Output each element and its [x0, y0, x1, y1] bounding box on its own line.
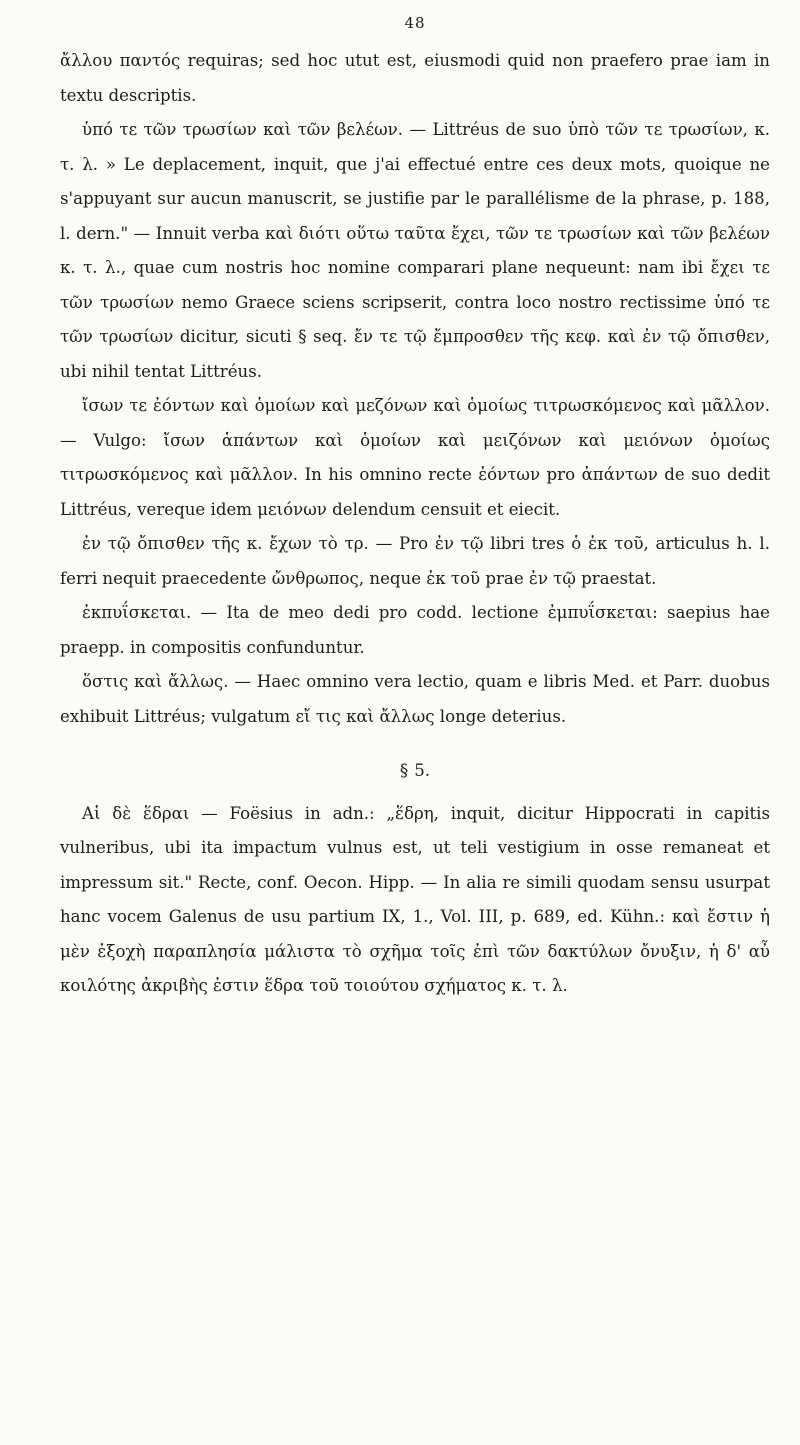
section-number: 5.: [414, 761, 431, 780]
note-ekpyisketai: ἐκπυΐσκεται. — Ita de meo dedi pro codd. lectione ἐμπυΐσκεται: saepius hae praepp. in compositis confunduntur.: [60, 603, 770, 657]
note-en-to-opisthen: ἐν τῷ ὄπισθεν τῆς κ. ἔχων τὸ τρ. — Pro ἐν τῷ libri tres ὁ ἐκ τοῦ, articulus h. l. ferri nequit praecedente ὤνθρωπος, neque ἐκ τοῦ prae ἐν τῷ praestat.: [60, 534, 770, 588]
note-hypo-trosion: ὑπό τε τῶν τρωσίων καὶ τῶν βελέων. — Littréus de suo ὑπὸ τῶν τε τρωσίων, κ. τ. λ. » Le deplacement, inquit, que j'ai effectué entre ces deux mots, quoique ne s'appuyant sur aucun manuscrit, se justifie par le parallélisme de la phrase, p. 188, l. dern." — Innuit verba καὶ διότι οὕτω ταῦτα ἔχει, τῶν τε τρωσίων καὶ τῶν βελέων κ. τ. λ., quae cum nostris hoc nomine comparari plane nequeunt: nam ibi ἔχει τε τῶν τρωσίων nemo Graece sciens scripserit, contra loco nostro rectissime ὑπό τε τῶν τρωσίων dicitur, sicuti § seq. ἔν τε τῷ ἔμπροσθεν τῆς κεφ. καὶ ἐν τῷ ὄπισθεν, ubi nihil tentat Littréus.: [60, 120, 770, 381]
note-ison-eonton: ἴσων τε ἐόντων καὶ ὁμοίων καὶ μεζόνων καὶ ὁμοίως τιτρωσκόμενος καὶ μᾶλλον. — Vulgo: ἴσων ἁπάντων καὶ ὁμοίων καὶ μειζόνων καὶ μειόνων ὁμοίως τιτρωσκόμενος καὶ μᾶλλον. In his omnino recte ἐόντων pro ἁπάντων de suo dedit Littréus, vereque idem μειόνων delendum censuit et eiecit.: [60, 396, 770, 519]
section-heading: [60, 754, 770, 789]
section-symbol: §: [399, 761, 409, 780]
page-number: 48: [404, 14, 426, 32]
note-hedrai: Αἱ δὲ ἕδραι — Foësius in adn.: „ἕδρη, inquit, dicitur Hippocrati in capitis vulneribus, ubi ita impactum vulnus est, ut teli vestigium in osse remaneat et impressum sit." Recte, conf. Oecon. Hipp. — In alia re simili quodam sensu usurpat hanc vocem Galenus de usu partium IX, 1., Vol. III, p. 689, ed. Kühn.: καὶ ἔστιν ἡ μὲν ἐξοχὴ παραπλησία μάλιστα τὸ σχῆμα τοῖς ἐπὶ τῶν δακτύλων ὄνυξιν, ἡ δ' αὖ κοιλότης ἀκριβὴς ἐστιν ἕδρα τοῦ τοιούτου σχήματος κ. τ. λ.: [60, 803, 770, 995]
note-hostis-kai-allos: ὅστις καὶ ἄλλως. — Haec omnino vera lectio, quam e libris Med. et Parr. duobus exhibuit Littréus; vulgatum εἴ τις καὶ ἄλλως longe deterius.: [60, 672, 770, 726]
paragraph-continuation: ἄλλου παντός requiras; sed hoc utut est, eiusmodi quid non praefero prae iam in textu descriptis.: [60, 51, 770, 105]
